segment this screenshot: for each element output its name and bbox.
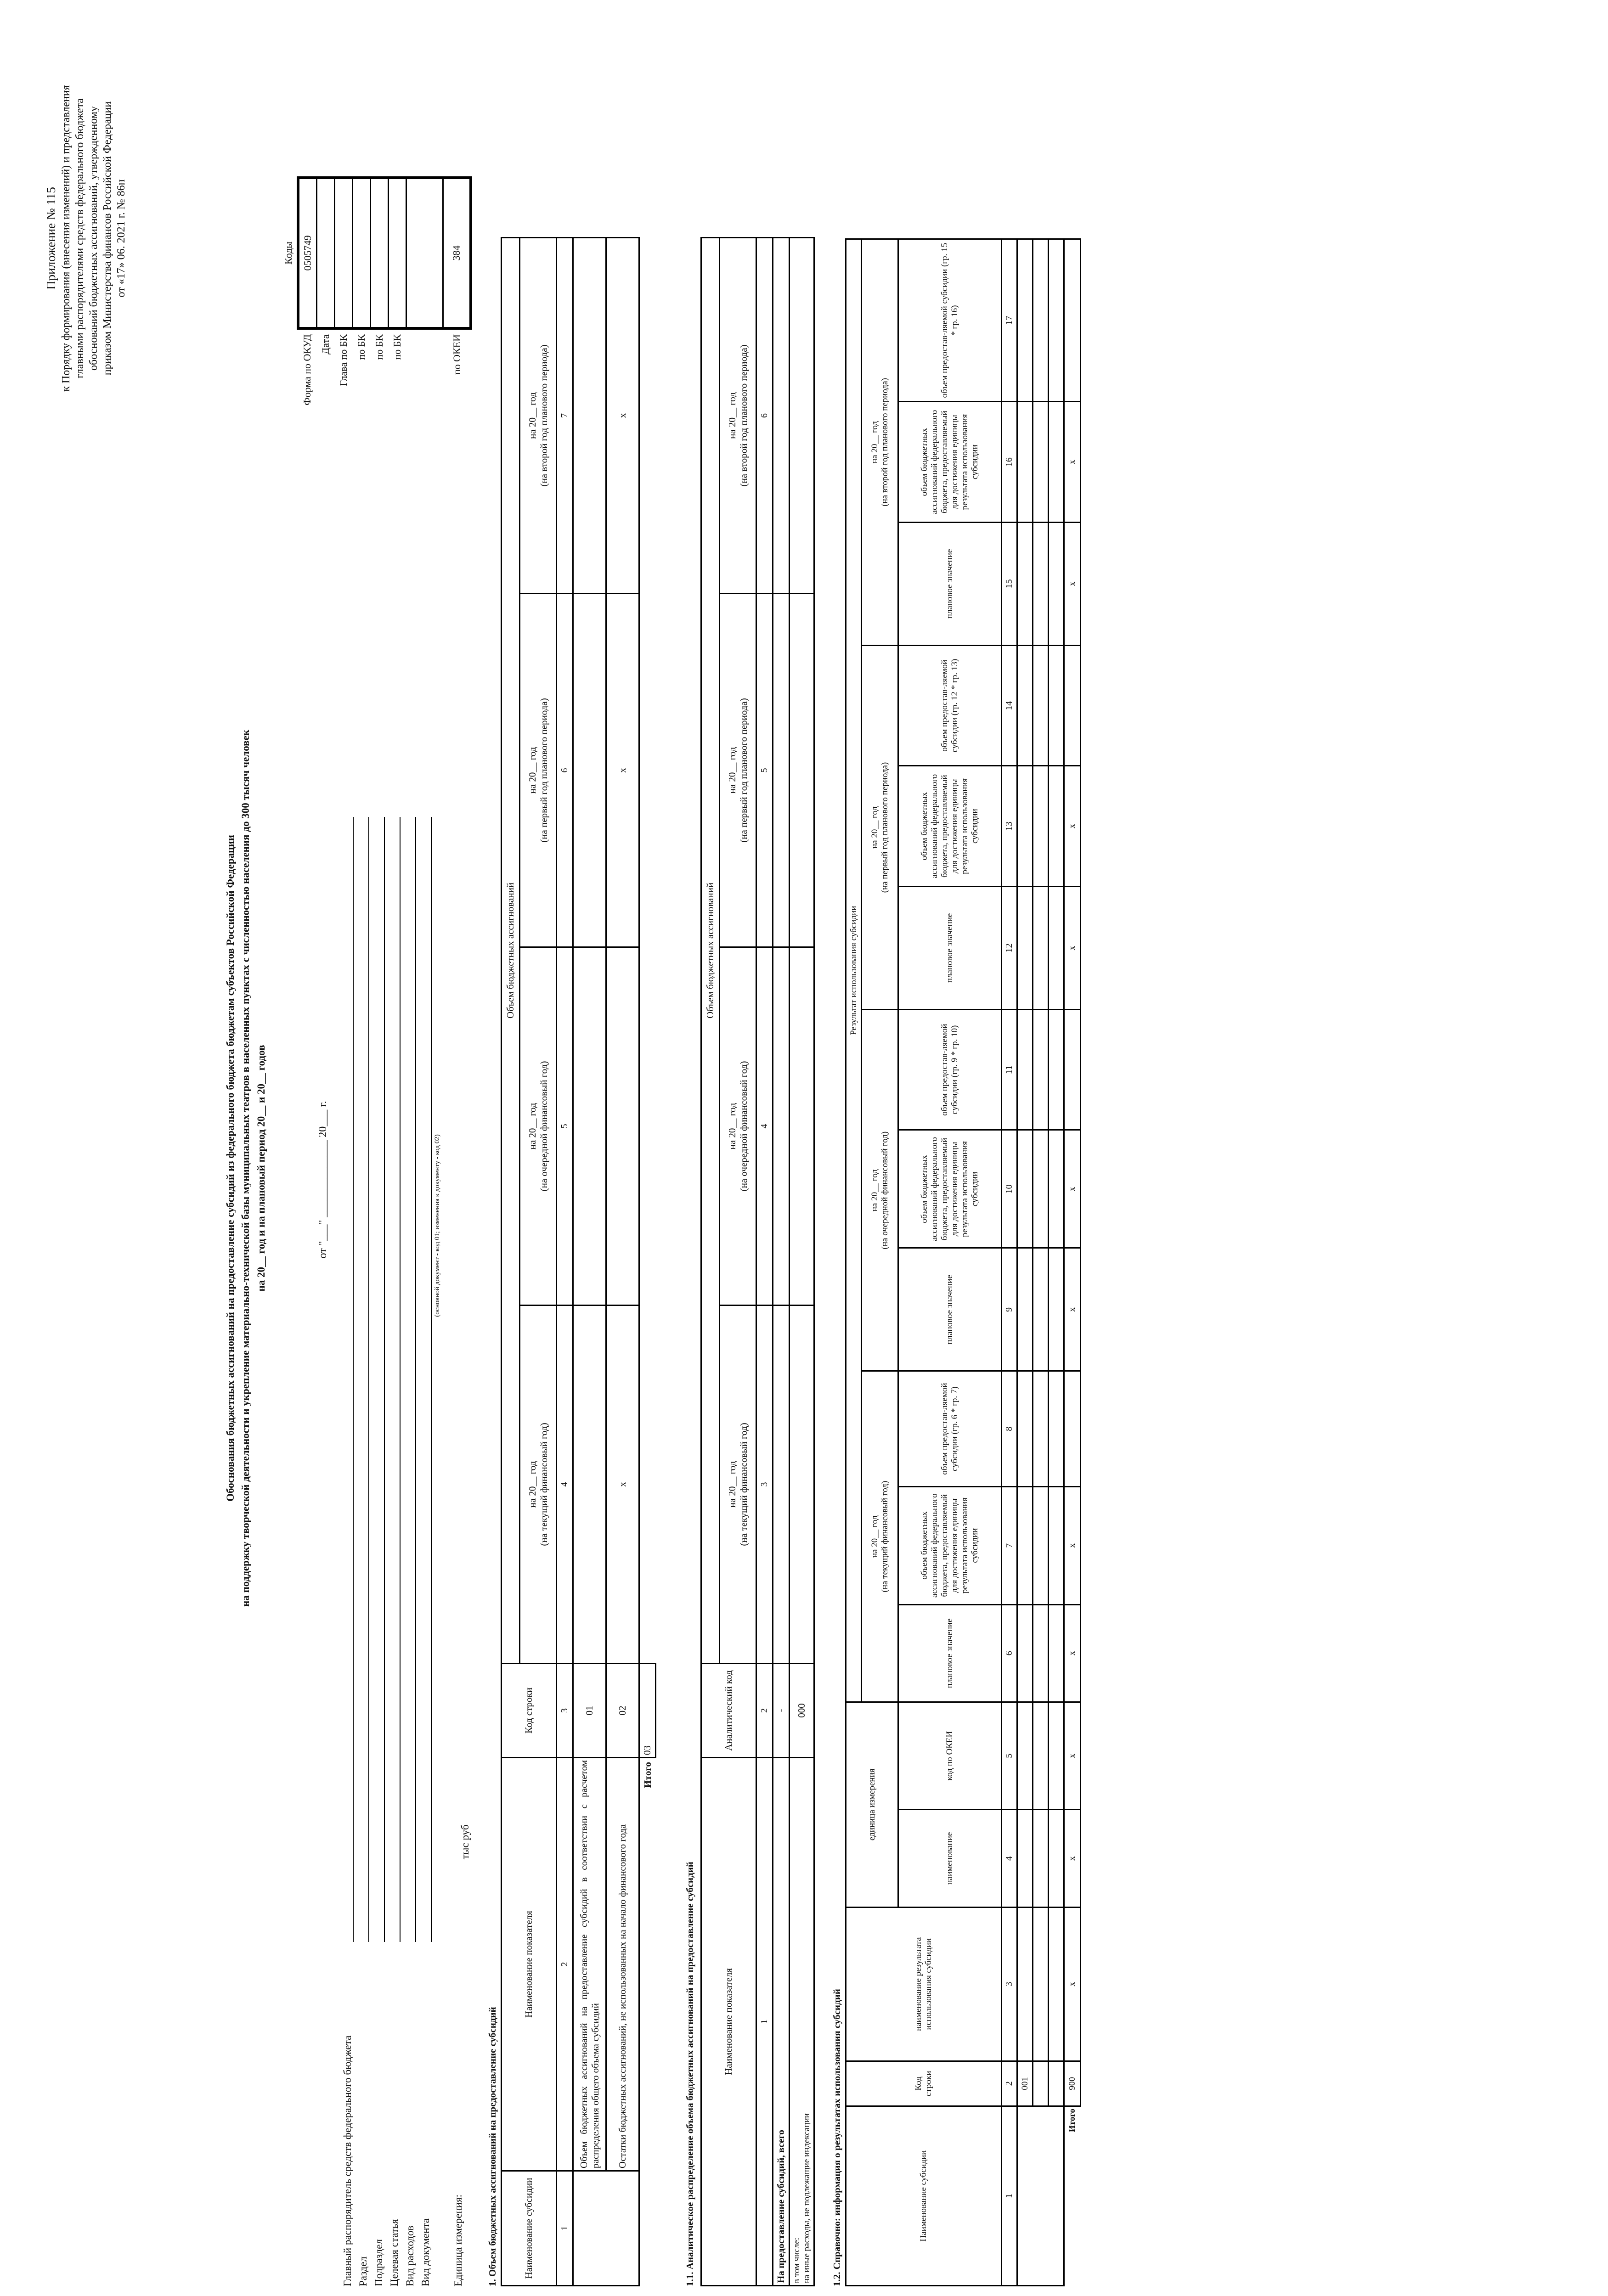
col-num: 2 — [756, 1664, 773, 1758]
code-glava — [335, 178, 353, 328]
codes-label: по БК — [391, 334, 403, 360]
code-okei: 384 — [443, 178, 471, 328]
col-num: 4 — [756, 947, 773, 1306]
codes-label: по БК — [373, 334, 385, 360]
row-remainder-text: Остатки бюджетных ассигнований, не использованных на начало финансового года — [606, 1758, 639, 2171]
field-doc-type: Вид документа — [420, 2218, 431, 2286]
row-incl-label: в том числе: — [791, 2237, 801, 2283]
title-line: Обоснования бюджетных ассигнований на предоставление субсидий из федерального бюджета бюджетам субъектов Российской Федерации — [225, 835, 236, 1502]
col-year-plan2: на 20__ год (на второй год планового периода) — [520, 237, 557, 593]
col-num: 4 — [1002, 1810, 1017, 1907]
col-volume: Объем бюджетных ассигнований — [502, 237, 520, 1663]
col-num: 3 — [557, 1664, 573, 1758]
x-cell: x — [1064, 1810, 1081, 1907]
x-cell: x — [606, 594, 639, 947]
row-code: 01 — [573, 1664, 606, 1758]
value-cell — [573, 594, 606, 947]
codes-label: Форма по ОКУД — [301, 334, 313, 405]
value-cell — [790, 594, 814, 947]
document-date-line: от "___" ______________ 20___ г. — [317, 1101, 329, 1259]
value-cell — [606, 947, 639, 1306]
appendix-line: обоснований бюджетных ассигнований, утвержденному — [87, 106, 100, 371]
value-cell — [1064, 1009, 1081, 1130]
row-code: - — [773, 1664, 790, 1758]
x-cell: x — [1064, 522, 1081, 645]
appendix-block — [44, 32, 128, 445]
title-line: на 20__ год и на плановый период 20__ и 20__ годов — [255, 1045, 267, 1292]
codes-header: Коды — [282, 242, 294, 264]
col-indicator-name: Наименование показателя — [502, 1758, 557, 2171]
field-expense-type: Вид расходов — [404, 2225, 416, 2286]
col-volume-y1: объем предостав-ляемой субсидии (гр. 9 * гр. 10) — [898, 1009, 1002, 1130]
col-num: 3 — [756, 1306, 773, 1664]
x-cell: x — [1064, 1248, 1081, 1371]
col-year-plan1: на 20__ год (на первый год планового периода) — [520, 594, 557, 947]
col-num: 6 — [557, 594, 573, 947]
x-cell: x — [1064, 766, 1081, 886]
col-subsidy-name: Наименование субсидии — [502, 2171, 557, 2286]
section11-title: 1.1. Аналитическое распределение объема бюджетных ассигнований на предоставление субсидий — [684, 1862, 695, 2286]
col-num: 1 — [1002, 2106, 1017, 2286]
appendix-date: от «17» 06. 2021 г. № 86н — [115, 179, 127, 298]
col-indicator-name: Наименование показателя — [701, 1758, 756, 2286]
codes-label — [406, 328, 443, 440]
col-year-current: на 20__ год (на текущий финансовый год) — [520, 1306, 557, 1664]
col-num: 6 — [1002, 1604, 1017, 1702]
underline-subsection — [384, 817, 385, 1942]
col-num: 6 — [756, 237, 773, 593]
col-year-current: на 20__ год (на текущий финансовый год) — [862, 1371, 898, 1702]
col-plan-value: плановое значение — [898, 522, 1002, 645]
section12-table — [845, 238, 1081, 2286]
col-num: 5 — [1002, 1702, 1017, 1810]
total-label: Итого — [642, 1762, 654, 1788]
col-per-unit: объем бюджетных ассигнований федерального бюджета, предоставляемый для достижения единицы результата использования субсидии — [898, 1486, 1002, 1604]
col-num: 5 — [756, 594, 773, 947]
header-fields — [340, 1919, 434, 2286]
appendix-line: главными распорядителями средств федерального бюджета — [73, 98, 86, 378]
section11-table — [700, 237, 815, 2286]
col-num: 2 — [557, 1758, 573, 2171]
x-cell: x — [1064, 1604, 1081, 1702]
section12-title: 1.2. Справочно: информация о результатах использования субсидий — [831, 1989, 842, 2286]
field-target: Целевая статья — [389, 2219, 400, 2286]
underline-section — [368, 817, 369, 1942]
codes-label: Дата — [320, 334, 331, 355]
appendix-line: к Порядку формирования (внесения изменений) и представления — [60, 85, 72, 392]
field-subsection: Подраздел — [373, 2239, 384, 2286]
col-num: 3 — [1002, 1907, 1017, 2061]
unit-label: Единица измерения: — [452, 2194, 464, 2286]
value-cell — [773, 594, 790, 947]
x-cell: x — [1064, 886, 1081, 1009]
col-volume-y0: объем предостав-ляемой субсидии (гр. 6 * гр. 7) — [898, 1371, 1002, 1486]
title-line: на поддержку творческой деятельности и укрепление материально-технической базы муниципальных театров в населенных пунктах с численностью населения до 300 тысяч человек — [240, 729, 252, 1607]
code-bk — [371, 178, 389, 328]
col-num: 9 — [1002, 1248, 1017, 1371]
col-volume-y3: объем предостав-ляемой субсидии (гр. 15 * гр. 16) — [898, 239, 1002, 402]
col-plan-value: плановое значение — [898, 1248, 1002, 1371]
row-code: 000 — [790, 1664, 814, 1758]
col-subsidy-name: Наименование субсидии — [846, 2106, 1002, 2286]
col-volume-y2: объем предостав-ляемой субсидии (гр. 12 * гр. 13) — [898, 645, 1002, 765]
col-num: 12 — [1002, 886, 1017, 1009]
codes-label: Глава по БК — [338, 334, 349, 386]
col-num: 17 — [1002, 239, 1017, 402]
value-cell — [773, 947, 790, 1306]
col-num: 1 — [557, 2171, 573, 2286]
col-num: 11 — [1002, 1009, 1017, 1130]
code-bk — [389, 178, 406, 328]
value-cell — [773, 237, 790, 593]
col-year-plan2: на 20__ год (на второй год планового периода) — [720, 237, 756, 593]
col-unit: единица измерения — [846, 1702, 898, 1907]
col-plan-value: плановое значение — [898, 886, 1002, 1009]
col-volume: Объем бюджетных ассигнований — [701, 237, 720, 1663]
col-num: 15 — [1002, 522, 1017, 645]
col-year-plan1: на 20__ год (на первый год планового периода) — [720, 594, 756, 947]
x-cell: x — [606, 1306, 639, 1664]
x-cell: x — [1064, 402, 1081, 522]
col-year-current: на 20__ год (на текущий финансовый год) — [720, 1306, 756, 1664]
col-year-next: на 20__ год (на очередной финансовый год) — [862, 1009, 898, 1371]
col-num: 2 — [1002, 2061, 1017, 2106]
x-cell: x — [1064, 1486, 1081, 1604]
subsidy-name-cell — [1017, 2106, 1064, 2286]
underline-main-manager — [353, 817, 354, 1942]
col-num: 13 — [1002, 766, 1017, 886]
col-num: 4 — [557, 1306, 573, 1664]
row-total-subsidies: На предоставление субсидий, всего — [773, 1758, 790, 2286]
row-volume-text: Объем бюджетных ассигнований на предоставление субсидий в соответствии с расчетом распределения общего объема субсидий — [573, 1758, 606, 2171]
col-unit-okei: код по ОКЕИ — [898, 1702, 1002, 1810]
col-num: 16 — [1002, 402, 1017, 522]
appendix-line: приказом Министерства финансов Российской Федерации — [101, 101, 113, 376]
col-unit-name: наименование — [898, 1810, 1002, 1907]
col-num: 7 — [1002, 1486, 1017, 1604]
code-okud: 0505749 — [298, 178, 317, 328]
col-year-next: на 20__ год (на очередной финансовый год) — [520, 947, 557, 1306]
col-plan-value: плановое значение — [898, 1604, 1002, 1702]
total-label: Итого — [1067, 2109, 1078, 2133]
x-cell: x — [1064, 1130, 1081, 1248]
col-row-code: Код строки — [846, 2061, 1002, 2106]
code-date — [317, 178, 335, 328]
value-cell — [573, 1306, 606, 1664]
row-other-expenses — [790, 1758, 814, 2286]
col-num: 8 — [1002, 1371, 1017, 1486]
doc-type-note: (основной документ - код 01; изменения к документу - код 02) — [434, 1134, 441, 1317]
subsidy-name-cell — [573, 2171, 639, 2286]
document-title — [223, 215, 269, 2121]
total-code: 900 — [1064, 2061, 1081, 2106]
col-num: 10 — [1002, 1130, 1017, 1248]
value-cell — [790, 1306, 814, 1664]
codes-panel — [280, 176, 472, 440]
value-cell — [790, 947, 814, 1306]
row-code: 02 — [606, 1664, 639, 1758]
value-cell — [1064, 1371, 1081, 1486]
col-year-plan2: на 20__ год (на второй год планового периода) — [862, 239, 898, 646]
value-cell — [790, 237, 814, 593]
code-doc-type — [406, 178, 443, 328]
col-per-unit: объем бюджетных ассигнований федерального бюджета, предоставляемый для достижения единицы результата использования субсидии — [898, 1130, 1002, 1248]
col-row-code: Код строки — [502, 1664, 557, 1758]
col-num: 5 — [557, 947, 573, 1306]
col-results: Результат использования субсидии — [846, 239, 862, 1702]
col-num: 7 — [557, 237, 573, 593]
col-num: 1 — [756, 1758, 773, 2286]
section1-table — [501, 237, 656, 2286]
underline-target — [400, 817, 401, 1942]
underline-doc-type — [431, 817, 432, 1942]
col-result-name: наименование результата использования субсидии — [846, 1907, 1002, 2061]
col-year-next: на 20__ год (на очередной финансовый год) — [720, 947, 756, 1306]
x-cell: x — [1064, 1907, 1081, 2061]
field-section: Раздел — [357, 2256, 369, 2286]
codes-label: по ОКЕИ — [451, 334, 463, 375]
total-code: 03 — [639, 1664, 656, 1758]
row-code: 001 — [1017, 2061, 1033, 2106]
value-cell — [573, 237, 606, 593]
codes-label: по БК — [355, 334, 367, 360]
underline-expense-type — [415, 817, 416, 1942]
value-cell — [1064, 645, 1081, 765]
field-main-manager: Главный распорядитель средств федерального бюджета — [342, 2035, 353, 2286]
code-bk — [353, 178, 371, 328]
section1-title: 1. Объем бюджетных ассигнований на предоставление субсидий — [487, 2007, 498, 2286]
value-cell — [773, 1306, 790, 1664]
appendix-number: Приложение № 115 — [44, 187, 58, 290]
value-cell — [1064, 239, 1081, 402]
x-cell: x — [606, 237, 639, 593]
col-analytic-code: Аналитический код — [701, 1664, 756, 1758]
x-cell: x — [1064, 1702, 1081, 1810]
col-per-unit: объем бюджетных ассигнований федерального бюджета, предоставляемый для достижения единицы результата использования субсидии — [898, 766, 1002, 886]
value-cell — [573, 947, 606, 1306]
row-other-label: на иные расходы, не подлежащие индексации — [801, 2113, 812, 2283]
col-year-plan1: на 20__ год (на первый год планового периода) — [862, 645, 898, 1009]
col-per-unit: объем бюджетных ассигнований федерального бюджета, предоставляемый для достижения единицы результата использования субсидии — [898, 402, 1002, 522]
unit-value: тыс руб — [459, 1824, 471, 1859]
col-num: 14 — [1002, 645, 1017, 765]
